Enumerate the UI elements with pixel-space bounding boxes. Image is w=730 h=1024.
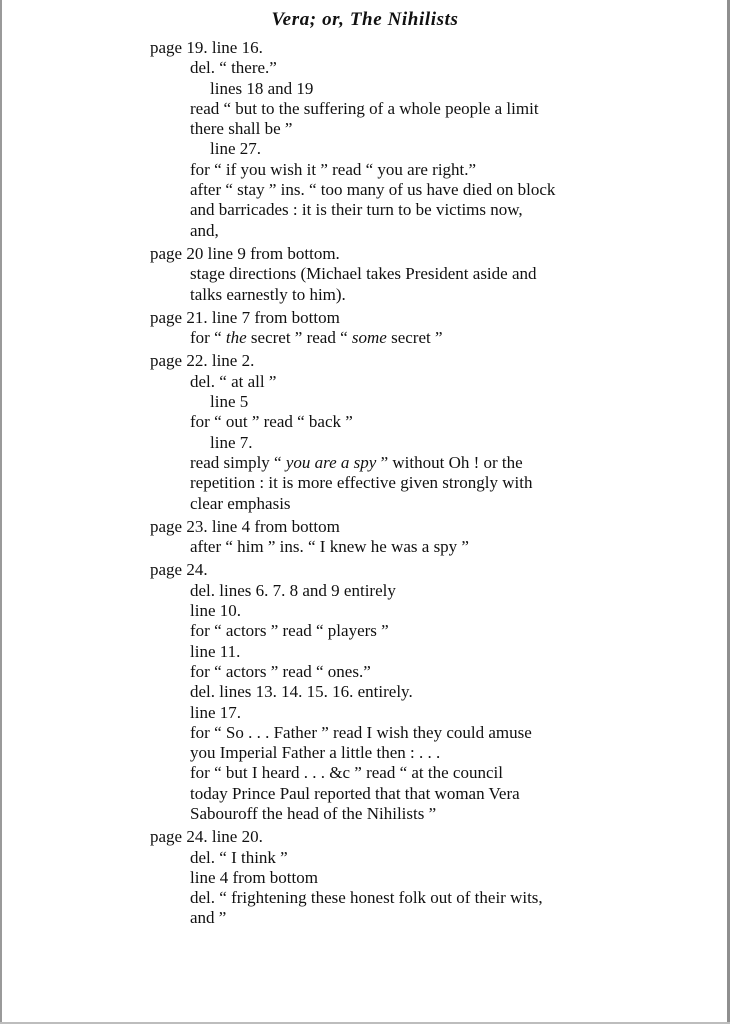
page-reference-heading	[0, 308, 700, 328]
line-text: line 5	[210, 392, 249, 412]
italic-text: some	[351, 328, 387, 348]
line-text: there shall be ”	[190, 119, 293, 139]
line-text: page 21. line 7 from bottom	[150, 307, 340, 327]
line-text: del. “ at all ”	[190, 371, 277, 391]
line-text: page 20 line 9 from bottom.	[150, 243, 340, 263]
errata-line	[0, 848, 700, 868]
errata-line	[0, 139, 700, 159]
line-text: del. “ there.”	[190, 58, 277, 78]
line-text: today Prince Paul reported that that woman Vera	[190, 783, 520, 803]
line-text: page 24.	[150, 560, 208, 580]
page-reference-heading	[0, 244, 700, 264]
line-text: for “ if you wish it ” read “ you are right.”	[190, 159, 477, 179]
line-text: line 27.	[210, 139, 261, 159]
line-text: for “	[190, 328, 226, 348]
errata-line	[0, 264, 700, 284]
line-text: clear emphasis	[190, 493, 291, 513]
errata-line	[0, 763, 700, 783]
line-text: and ”	[190, 908, 227, 928]
errata-line	[0, 601, 700, 621]
errata-line	[0, 743, 700, 763]
page-reference-heading	[0, 827, 700, 847]
errata-line	[0, 784, 700, 804]
errata-line	[0, 79, 700, 99]
line-text: del. “ I think ”	[190, 847, 288, 867]
line-text: ” without Oh ! or the	[376, 452, 523, 472]
errata-line	[0, 682, 700, 702]
line-text: page 19. line 16.	[150, 38, 263, 57]
line-text: secret ” read “	[246, 328, 352, 348]
line-text: del. lines 6. 7. 8 and 9 entirely	[190, 580, 396, 600]
errata-line	[0, 119, 700, 139]
errata-line	[0, 537, 700, 557]
errata-line	[0, 888, 700, 908]
errata-line	[0, 328, 700, 348]
line-text: repetition : it is more effective given strongly with	[190, 473, 533, 493]
errata-line	[0, 621, 700, 641]
line-text: line 10.	[190, 601, 241, 621]
errata-line	[0, 908, 700, 928]
errata-line	[0, 723, 700, 743]
line-text: page 23. line 4 from bottom	[150, 516, 340, 536]
line-text: after “ him ” ins. “ I knew he was a spy ”	[190, 537, 469, 557]
page-reference-heading	[0, 517, 700, 537]
errata-line	[0, 453, 700, 473]
italic-text: the	[225, 328, 247, 348]
errata-line	[0, 412, 700, 432]
errata-line	[0, 372, 700, 392]
errata-line	[0, 703, 700, 723]
errata-line	[0, 58, 700, 78]
line-text: talks earnestly to him).	[190, 284, 346, 304]
page-reference-heading	[0, 560, 700, 580]
line-text: for “ but I heard . . . &c ” read “ at the council	[190, 763, 503, 783]
errata-line	[0, 285, 700, 305]
line-text: for “ So . . . Father ” read I wish they could amuse	[190, 722, 532, 742]
line-text: after “ stay ” ins. “ too many of us have died on block	[190, 180, 556, 200]
line-text: secret ”	[386, 328, 443, 348]
errata-line	[0, 392, 700, 412]
errata-line	[0, 160, 700, 180]
line-text: for “ actors ” read “ players ”	[190, 621, 389, 641]
line-text: for “ actors ” read “ ones.”	[190, 661, 371, 681]
page-title: Vera; or, The Nihilists	[271, 9, 459, 30]
errata-list	[0, 38, 700, 929]
errata-line	[0, 581, 700, 601]
errata-line	[0, 494, 700, 514]
italic-text: you are a spy	[285, 452, 377, 472]
line-text: line 17.	[190, 702, 241, 722]
errata-line	[0, 221, 700, 241]
errata-line	[0, 804, 700, 824]
errata-line	[0, 200, 700, 220]
line-text: stage directions (Michael takes President aside and	[190, 264, 537, 284]
line-text: read simply “	[190, 452, 286, 472]
line-text: for “ out ” read “ back ”	[190, 412, 353, 432]
line-text: and,	[190, 220, 219, 240]
errata-line	[0, 868, 700, 888]
line-text: and barricades : it is their turn to be victims now,	[190, 200, 523, 220]
errata-line	[0, 662, 700, 682]
line-text: read “ but to the suffering of a whole people a limit	[190, 98, 539, 118]
line-text: Sabouroff the head of the Nihilists ”	[190, 803, 437, 823]
line-text: line 7.	[210, 432, 253, 452]
line-text: del. lines 13. 14. 15. 16. entirely.	[190, 682, 413, 702]
line-text: you Imperial Father a little then : . . .	[190, 743, 441, 763]
line-text: del. “ frightening these honest folk out of their wits,	[190, 888, 543, 908]
errata-line	[0, 433, 700, 453]
line-text: line 4 from bottom	[190, 867, 318, 887]
line-text: line 11.	[190, 641, 241, 661]
errata-line	[0, 473, 700, 493]
line-text: page 24. line 20.	[150, 827, 263, 847]
line-text: page 22. line 2.	[150, 351, 255, 371]
page-reference-heading	[0, 351, 700, 371]
errata-line	[0, 180, 700, 200]
errata-line	[0, 642, 700, 662]
page-reference-heading	[0, 38, 700, 58]
errata-line	[0, 99, 700, 119]
line-text: lines 18 and 19	[210, 78, 314, 98]
